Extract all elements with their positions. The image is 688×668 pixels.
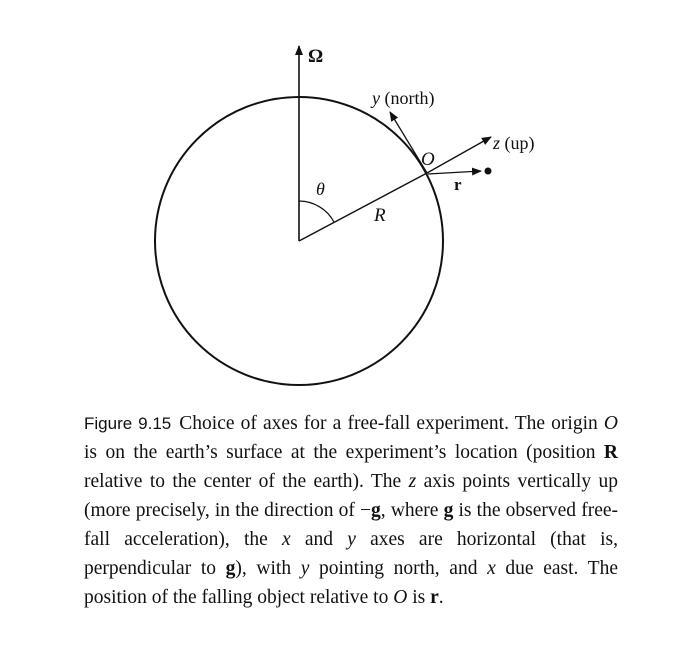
z-axis-label: z (up) [493, 133, 535, 153]
figure-number: Figure 9.15 [84, 414, 172, 433]
caption-segment: O [603, 413, 618, 434]
y-axis-label: y (north) [372, 88, 435, 108]
caption-text [84, 413, 618, 608]
theta-label: θ [316, 179, 325, 199]
caption-segment: pointing north, and [309, 558, 488, 579]
caption-segment: g [443, 500, 454, 521]
caption-segment: is on the earth’s surface at the experiment’s location (position [84, 442, 604, 463]
caption-segment: Choice of axes for a free-fall experiment. The origin [179, 413, 604, 434]
radius-label: R [374, 205, 386, 226]
caption-segment: relative to the center of the earth). The [84, 471, 409, 492]
caption-segment: R [603, 442, 618, 463]
caption-segment: O [393, 587, 408, 608]
omega-label: Ω [308, 46, 324, 67]
caption-segment: is the observed free-fall acceleration), the [84, 500, 618, 550]
caption-segment: and [290, 529, 348, 550]
caption-segment: g [371, 500, 381, 521]
r-vector-label: r [454, 175, 462, 194]
caption-segment: x [281, 529, 291, 550]
caption-segment: y [347, 529, 356, 550]
caption-segment: axes are horizontal (that is, perpendicular to [84, 529, 619, 579]
caption-segment: r [430, 587, 439, 608]
origin-label: O [421, 149, 435, 170]
caption-segment: ), with [235, 558, 301, 579]
r-vector-arrow [428, 171, 481, 174]
caption-segment: is [407, 587, 431, 608]
caption-segment: g [225, 558, 236, 579]
theta-arc [299, 201, 334, 222]
caption-segment: y [300, 558, 310, 579]
caption-segment: , where [380, 500, 444, 521]
caption-segment: . [438, 587, 444, 608]
caption-segment: z [408, 471, 417, 492]
figure-caption [84, 409, 618, 612]
falling-object-dot [485, 168, 492, 175]
caption-segment: x [487, 558, 496, 579]
caption-segment: axis points vertically up (more precisely, in the direction of − [84, 471, 618, 521]
caption-segment: due east. The position of the falling object relative to [84, 558, 618, 608]
z-axis-arrow [427, 137, 491, 173]
